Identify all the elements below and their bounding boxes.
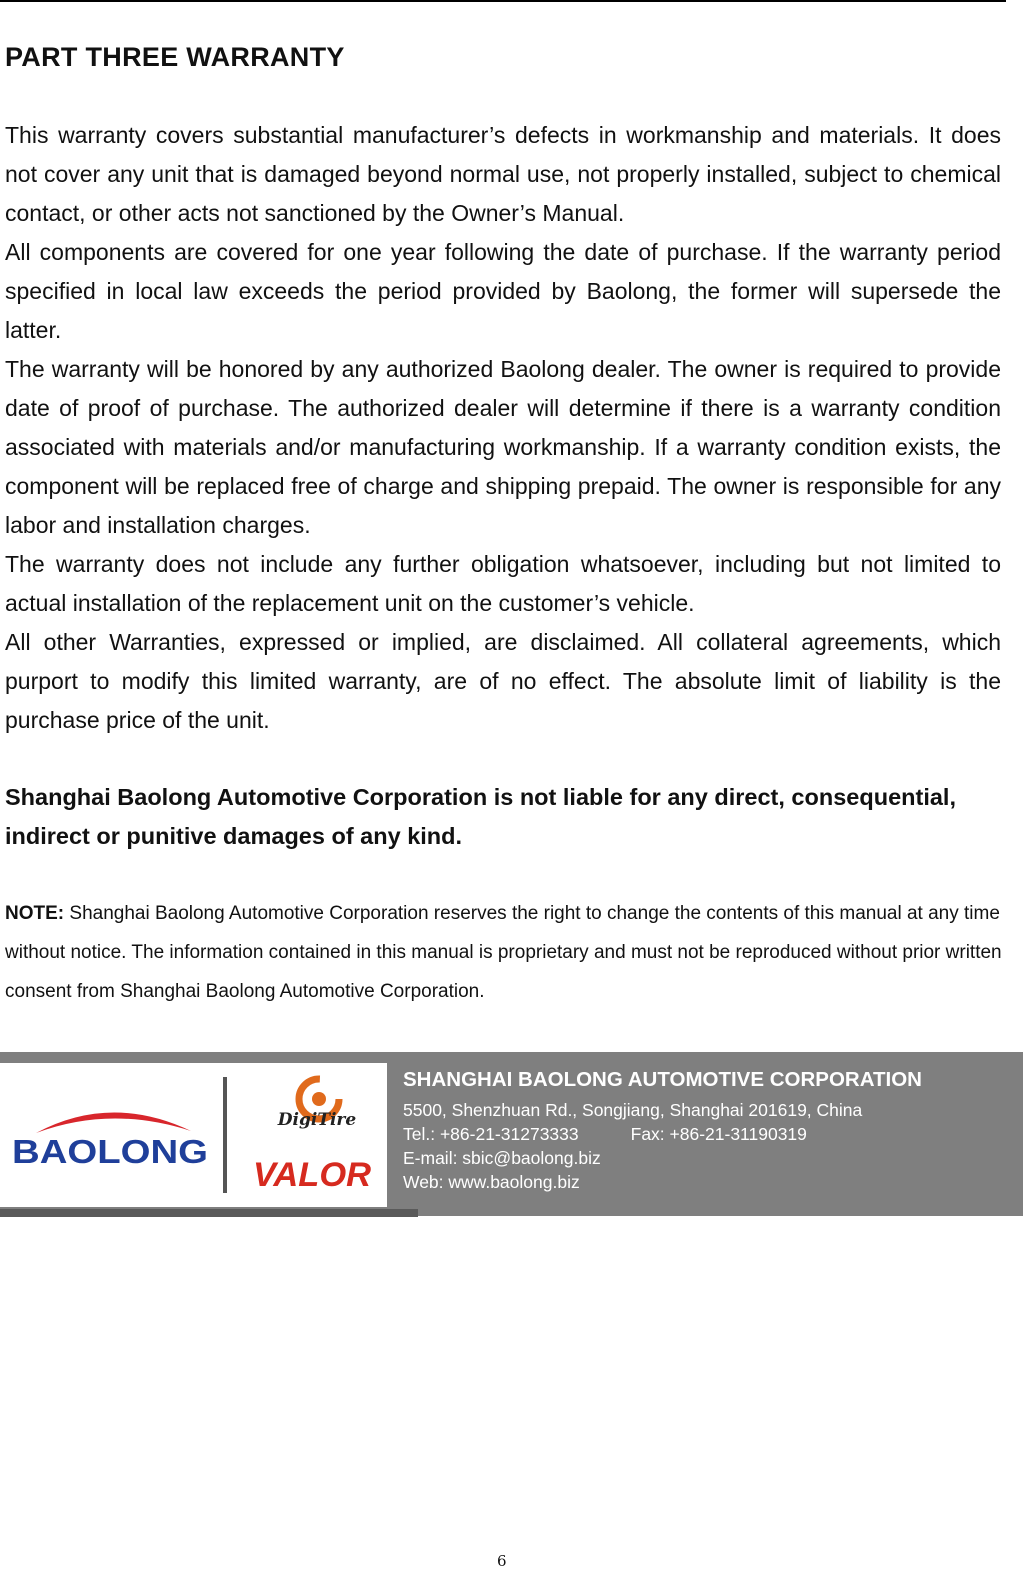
logo-divider (223, 1077, 227, 1193)
note-block (5, 894, 1005, 1011)
company-name: SHANGHAI BAOLONG AUTOMOTIVE CORPORATION (403, 1068, 922, 1091)
valor-logo-wordmark: VALOR (253, 1156, 372, 1194)
liability-disclaimer: Shanghai Baolong Automotive Corporation is not liable for any direct, consequential, indirect or punitive damages of any kind. (5, 784, 956, 849)
top-rule (0, 0, 1006, 2)
warranty-paragraph: This warranty covers substantial manufacturer’s defects in workmanship and materials. It does not cover any unit that is damaged beyond normal use, not properly installed, subject to chemical contact, or other acts not sanctioned by the Owner’s Manual. (5, 122, 1001, 226)
company-web[interactable]: Web: www.baolong.biz (403, 1172, 580, 1192)
company-fax: Fax: +86-21-31190319 (630, 1124, 807, 1144)
warranty-paragraph: The warranty does not include any further obligation whatsoever, including but not limited to actual installation of the replacement unit on the customer’s vehicle. (5, 551, 1001, 616)
valor-logo (250, 1146, 380, 1196)
company-info (403, 1066, 1013, 1194)
digitire-logo-wordmark: DigiTire (277, 1110, 357, 1130)
page-number: 6 (497, 1552, 507, 1570)
warranty-paragraph: All other Warranties, expressed or implied, are disclaimed. All collateral agreements, which purport to modify this limited warranty, are of no effect. The absolute limit of liability is the purchase price of the unit. (5, 629, 1001, 733)
company-email[interactable]: E-mail: sbic@baolong.biz (403, 1148, 601, 1168)
baolong-logo (6, 1095, 216, 1195)
company-tel: Tel.: +86-21-31273333 (403, 1124, 579, 1144)
warranty-body (5, 116, 1001, 740)
company-phone-fax (403, 1122, 1013, 1146)
warranty-paragraph: All components are covered for one year following the date of purchase. If the warranty period specified in local law exceeds the period provided by Baolong, the former will supersede the latter. (5, 239, 1001, 343)
footer-shadow (0, 1209, 418, 1217)
warranty-paragraph: The warranty will be honored by any authorized Baolong dealer. The owner is required to provide date of proof of purchase. The authorized dealer will determine if there is a warranty condition associated with materials and/or manufacturing workmanship. If a warranty condition exists, the component will be replaced free of charge and shipping prepaid. The owner is responsible for any labor and installation charges. (5, 356, 1001, 538)
company-address: 5500, Shenzhuan Rd., Songjiang, Shanghai 201619, China (403, 1100, 863, 1120)
baolong-logo-wordmark: BAOLONG (12, 1133, 208, 1170)
digitire-logo (264, 1073, 374, 1139)
digitire-logo-core (312, 1092, 326, 1106)
page-title: PART THREE WARRANTY (5, 42, 345, 72)
baolong-logo-swoosh (36, 1112, 191, 1133)
note-text: Shanghai Baolong Automotive Corporation reserves the right to change the contents of this manual at any time without notice. The information contained in this manual is proprietary and must not be reproduced without prior written consent from Shanghai Baolong Automotive Corporation. (5, 903, 1002, 1002)
note-label: NOTE: (5, 903, 65, 924)
